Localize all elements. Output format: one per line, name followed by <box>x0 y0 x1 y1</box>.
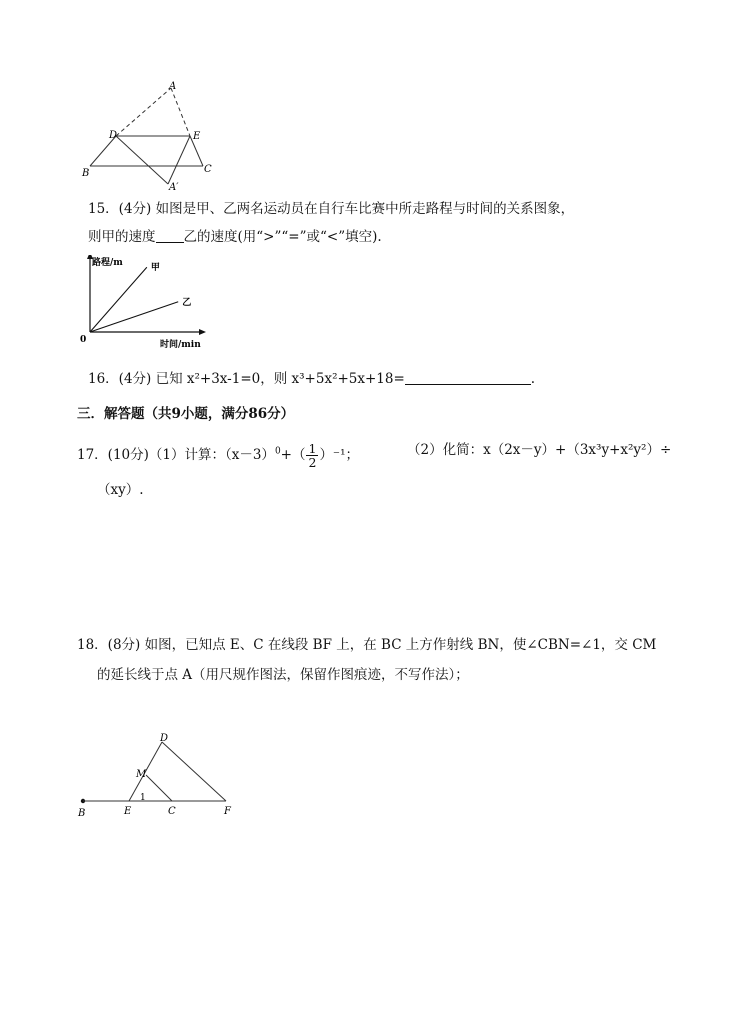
label-E: E <box>124 806 132 817</box>
x-axis-label: 时间/min <box>160 340 201 350</box>
series-label-1: 乙 <box>182 297 192 308</box>
segment-MC <box>146 775 172 801</box>
figure-triangle-construction <box>74 728 244 823</box>
y-axis-label: 路程/m <box>92 258 123 268</box>
q16-end: . <box>530 371 536 387</box>
q17-line2: （xy）. <box>97 482 144 498</box>
q15-text-a: 则甲的速度 <box>88 229 156 245</box>
q18-line2: 的延长线于点 A（用尺规作图法，保留作图痕迹，不写作法）； <box>97 667 469 683</box>
label-B: B <box>78 808 86 819</box>
label-angle-1: 1 <box>140 793 146 803</box>
label-A: A <box>169 81 177 92</box>
dashed-AE <box>171 88 190 136</box>
distance-time-chart <box>76 255 216 350</box>
q17-part2: （2）化简：x（2x－y）+（3x³y+x²y²）÷ <box>407 442 672 458</box>
q16-line <box>88 372 535 387</box>
figure-triangle-fold <box>78 78 218 193</box>
q17-part1-a: 17．(10分)（1）计算：（x－3） <box>77 447 275 464</box>
section-heading: 三．解答题（共9小题，满分86分） <box>77 406 295 422</box>
q17-line1 <box>77 442 359 469</box>
q16-answer-blank[interactable] <box>405 372 531 385</box>
q15-answer-blank[interactable] <box>156 230 184 243</box>
q17-plus: +（ <box>280 447 306 464</box>
label-C: C <box>168 806 176 817</box>
q17-fraction <box>306 442 318 469</box>
origin-label: 0 <box>80 335 87 345</box>
q17-exp-zero: 0 <box>274 446 281 457</box>
series-label-0: 甲 <box>150 263 160 274</box>
label-M: M <box>136 769 147 780</box>
label-D: D <box>160 733 169 744</box>
segment-DA-prime <box>116 136 168 184</box>
q17-fraction-denominator: 2 <box>308 455 317 471</box>
q18-line1: 18．(8分) 如图，已知点 E、C 在线段 BF 上，在 BC 上方作射线 BN，使∠CBN=∠1，交 CM <box>77 637 657 653</box>
label-F: F <box>224 806 231 817</box>
x-axis-arrow <box>199 329 206 335</box>
label-D: D <box>109 130 118 141</box>
q17-exp-neg1: ）⁻¹； <box>319 447 359 464</box>
label-E: E <box>193 131 201 142</box>
q15-line2 <box>88 230 382 245</box>
label-A-prime: A′ <box>169 182 179 193</box>
q16-text: 16．(4分) 已知 x²+3x-1=0，则 x³+5x²+5x+18= <box>88 371 405 387</box>
dashed-DA <box>116 88 171 136</box>
q17-fraction-numerator: 1 <box>308 441 317 456</box>
q15-text-b: 乙的速度(用“>”“=”或“<”填空). <box>183 229 382 245</box>
label-B: B <box>82 168 90 179</box>
segment-EA-prime <box>168 136 190 184</box>
label-C: C <box>204 164 212 175</box>
q15-line1: 15．(4分) 如图是甲、乙两名运动员在自行车比赛中所走路程与时间的关系图象， <box>88 201 575 217</box>
segment-DF <box>162 742 226 801</box>
